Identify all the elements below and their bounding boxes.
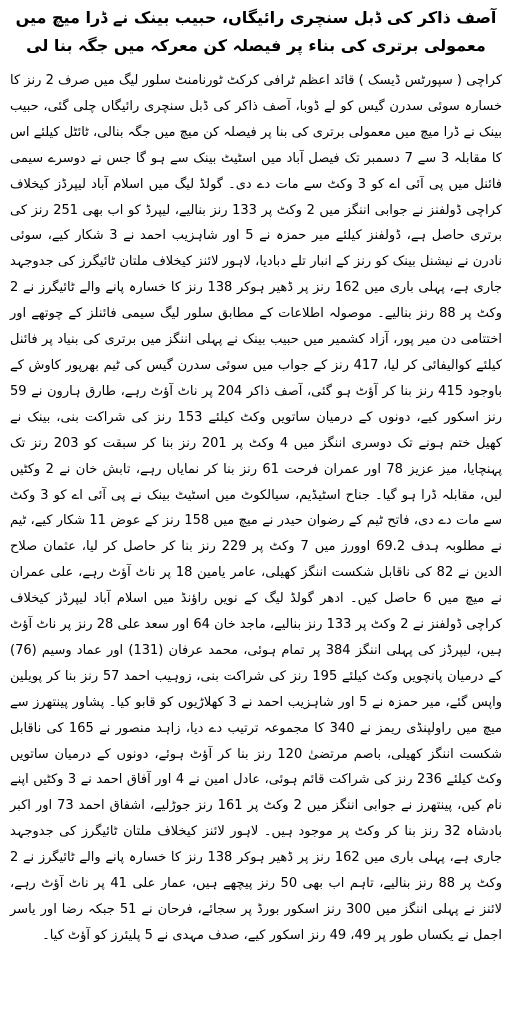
article-headline: آصف ذاکر کی ڈبل سنچری رائیگاں، حبیب بینک نے ڈرا میچ میں معمولی برتری کی بناء پر فیصلہ کن معرکہ میں جگہ بنا لی [15, 8, 497, 55]
article-body: کراچی ( سپورٹس ڈیسک ) قائد اعظم ٹرافی کرکٹ ٹورنامنٹ سلور لیگ میں صرف 2 رنز کا خسارہ سوئی سدرن گیس کو لے ڈوبا، آصف ذاکر کی ڈبل سنچری رائیگاں چلی گئی، حبیب بینک نے ڈرا میچ میں معمولی برتری کی بنا پر فیصلہ کن میچ میں جگہ بنالی، ٹائٹل کیلئے اس کا مقابلہ 3 سے 7 دسمبر تک فیصل آباد میں اسٹیٹ بینک سے ہو گا جس نے دوسرے سیمی فائنل میں پی آئی اے کو 3 وکٹ سے مات دے دی۔ گولڈ لیگ میں اسلام آباد لیپرڈز کیخلاف کراچی ڈولفنز نے جوابی اننگز میں 2 وکٹ پر 133 رنز بنالیے، لیپرڈ کو اب بھی 251 رنز کی برتری حاصل ہے، ڈولفنز کیلئے میر حمزہ نے 5 اور شاہزیب احمد نے 3 شکار کیے، سوئی نادرن نے نیشنل بینک کو رنز کے انبار تلے دبادیا، لاہور لائنز کیخلاف ملتان ٹائیگرز کی جدوجہد جاری ہے، پہلی باری میں 162 رنز پر ڈھیر ہوکر 138 رنز کا خسارہ پانے والے ٹائیگرز نے 2 وکٹ پر 88 رنز بنالیے۔ موصولہ اطلاعات کے مطابق سلور لیگ سیمی فائنلز کے چوتھے اور اختتامی دن میر پور، آزاد کشمیر میں حبیب بینک نے پہلی اننگز میں برتری کی بنیاد پر فائنل کیلئے کوالیفائی کر لیا، 417 رنز کے جواب میں سوئی سدرن گیس کی ٹیم بھرپور کاوش کے باوجود 415 رنز بنا کر آؤٹ ہو گئی، آصف ذاکر 204 پر ناٹ آؤٹ رہے، طارق ہارون نے 59 رنز اسکور کیے، دونوں کے درمیان ساتویں وکٹ کیلئے 153 رنز کی شراکت بنی، بینک نے کھیل ختم ہونے تک دوسری اننگز میں 4 وکٹ پر 201 رنز بنا کر سبقت کو 203 رنز تک پہنچایا، میز عزیز 78 اور عمران فرحت 61 رنز بنا کر نمایاں رہے، تابش خان نے 2 وکٹیں لیں، مقابلہ ڈرا ہو گیا۔ جناح اسٹیڈیم، سیالکوٹ میں اسٹیٹ بینک نے پی آئی اے کو 3 وکٹ سے مات دے دی، فاتح ٹیم کے رضوان حیدر نے میچ میں 158 رنز کے عوض 11 شکار کیے، ٹیم نے مطلوبہ ہدف 69.2 اوورز میں 7 وکٹ پر 229 رنز بنا کر حاصل کر لیا، عثمان صلاح الدین نے 82 کی ناقابل شکست اننگز کھیلی، عامر یامین 18 پر ناٹ آؤٹ رہے، علی عمران نے میچ میں 6 حاصل کیں۔ ادھر گولڈ لیگ کے نویں راؤنڈ میں اسلام آباد لیپرڈز کیخلاف کراچی ڈولفنز نے 2 وکٹ پر 133 رنز بنالیے، ماجد خان 64 اور سعد علی 28 رنز پر ناٹ آؤٹ ہیں، لیپرڈز کی پہلی اننگز 384 پر تمام ہوئی، محمد عرفان (131) اور عماد وسیم (76) کے درمیان پانچویں وکٹ کیلئے 195 رنز کی شراکت بنی، زوہیب احمد 57 رنز بنا کر پویلین واپس گئے، میر حمزہ نے 5 اور شاہزیب احمد نے 3 کھلاڑیوں کو قابو کیا۔ پشاور پینتھرز سے میچ میں راولپنڈی ریمز نے 340 کا مجموعہ ترتیب دے دیا، زاہد منصور نے 165 کی ناقابل شکست اننگز کھیلی، باصم مرتضیٰ 120 رنز بنا کر آؤٹ ہوئے، دونوں کے درمیان ساتویں وکٹ کیلئے 236 رنز کی شراکت قائم ہوئی، عادل امین نے 4 اور آفاق احمد نے 3 وکٹیں اپنے نام کیں، پینتھرز نے جوابی اننگز میں 2 وکٹ پر 161 رنز جوڑلیے، اشفاق احمد 73 اور اکبر بادشاہ 32 رنز بنا کر وکٹ پر موجود ہیں۔ لاہور لائنز کیخلاف ملتان ٹائیگرز کی جدوجہد جاری ہے، پہلی باری میں 162 رنز پر ڈھیر ہوکر 138 رنز کا خسارہ پانے والے ٹائیگرز نے 2 وکٹ پر 88 رنز بنالیے، تاہم اب بھی 50 رنز پیچھے ہیں، عمار علی 41 پر ناٹ آؤٹ رہے، لائنز نے پہلی اننگز میں 300 رنز اسکور بورڈ پر سجائے، فرحان نے 51 جبکہ رضا اور یاسر اجمل نے یکساں طور پر 49، 49 رنز اسکور کیے، صدف مہدی نے 5 پلیئرز کو آؤٹ کیا۔ [10, 73, 503, 943]
